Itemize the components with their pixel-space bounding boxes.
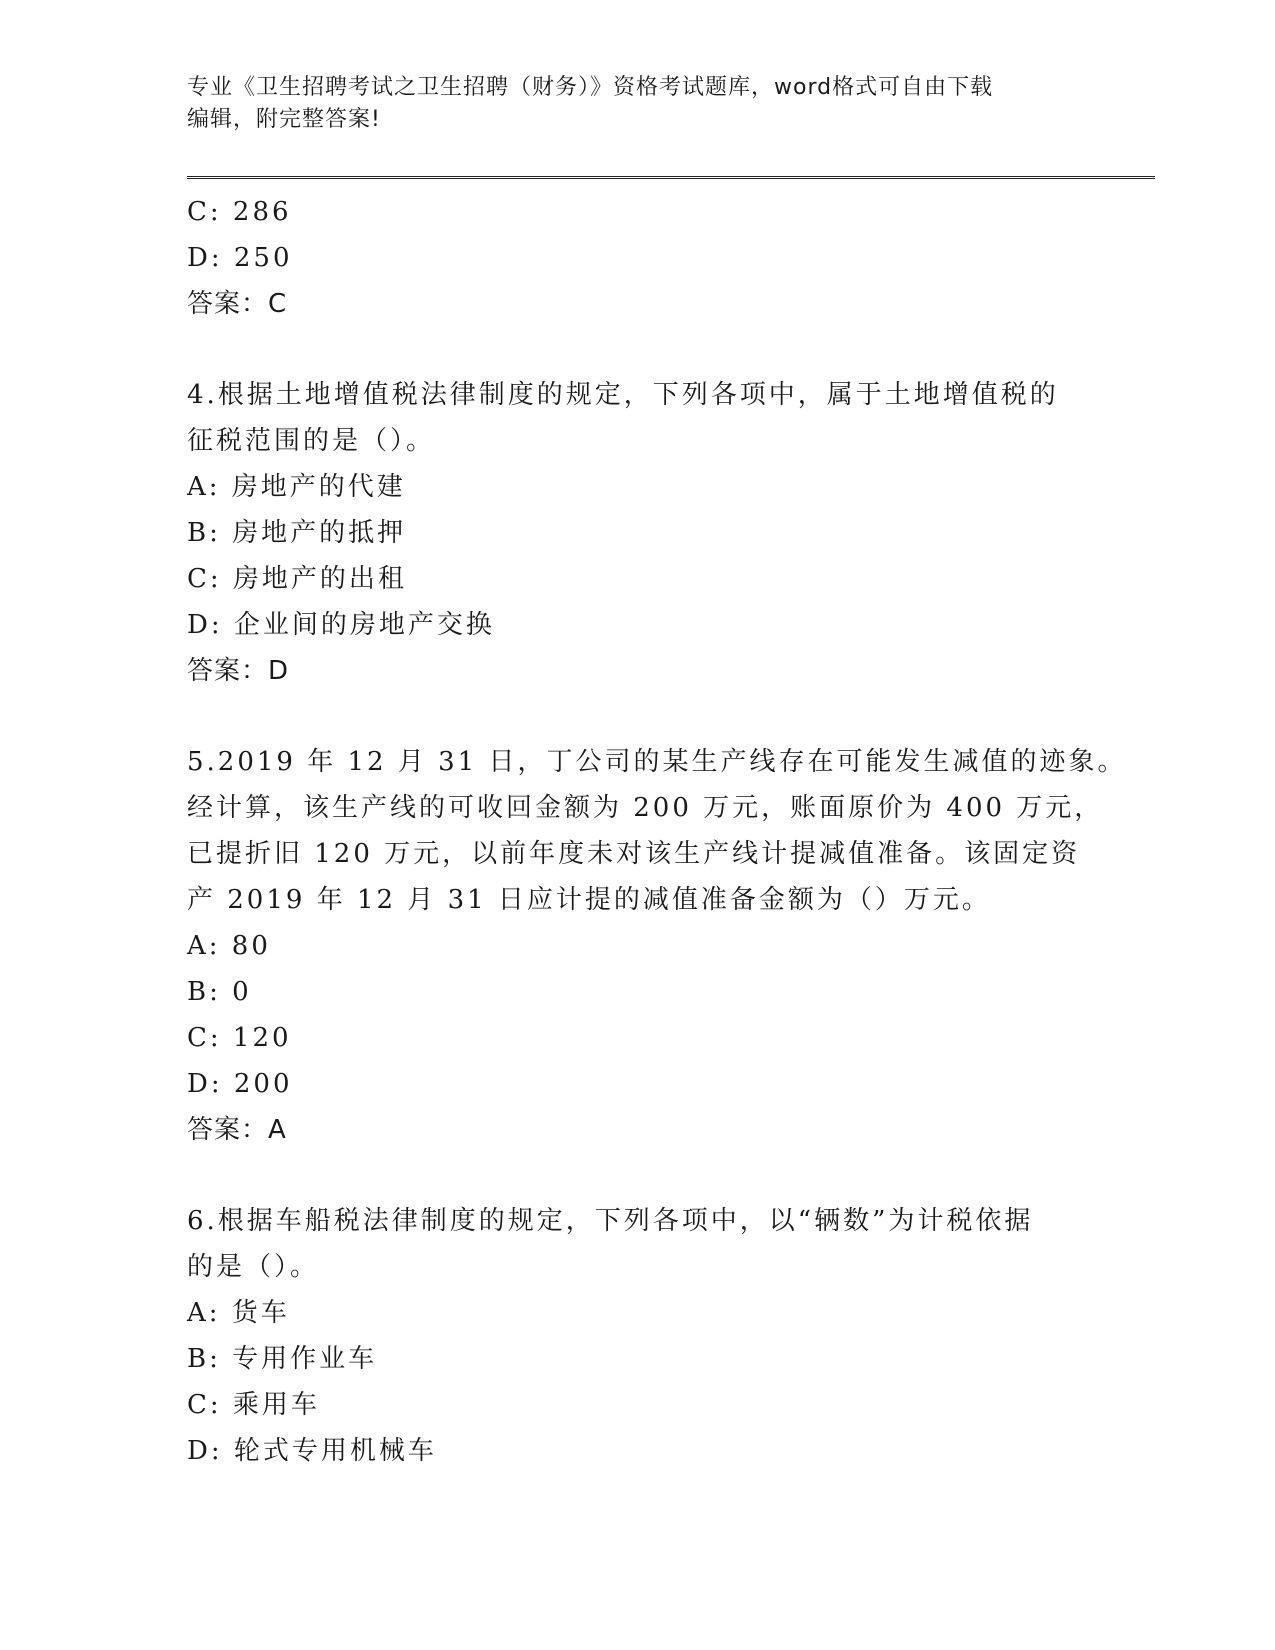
option-c: C: 120 [187, 1023, 292, 1053]
option-c: C: 房地产的出租 [187, 564, 407, 594]
option-a: A: 货车 [187, 1298, 290, 1328]
question-text [187, 739, 1127, 923]
prev-question [187, 189, 1087, 327]
spacer [187, 694, 1087, 739]
option-d: D: 企业间的房地产交换 [187, 610, 495, 640]
option-c: C: 乘用车 [187, 1390, 320, 1420]
answer-line: 答案：C [187, 289, 288, 319]
option-d: D: 200 [187, 1069, 293, 1099]
option-b: B: 房地产的抵押 [187, 518, 407, 548]
spacer [187, 1153, 1087, 1198]
question-line: 5.2019 年 12 月 31 日，丁公司的某生产线存在可能发生减值的迹象。 [187, 747, 1127, 777]
option-d: D: 250 [187, 243, 293, 273]
question-line: 4.根据土地增值税法律制度的规定，下列各项中，属于土地增值税的 [187, 380, 1059, 410]
question-line: 已提折旧 120 万元，以前年度未对该生产线计提减值准备。该固定资 [187, 839, 1081, 869]
question-text [187, 372, 1087, 464]
question-4 [187, 372, 1087, 694]
question-content [187, 189, 1127, 1474]
question-6 [187, 1198, 1087, 1474]
option-b: B: 0 [187, 977, 252, 1007]
option-b: B: 专用作业车 [187, 1344, 378, 1374]
answer-line: 答案：D [187, 656, 290, 686]
option-d: D: 轮式专用机械车 [187, 1436, 437, 1466]
question-text [187, 1198, 1087, 1290]
answer-line: 答案：A [187, 1115, 287, 1145]
question-line: 经计算，该生产线的可收回金额为 200 万元，账面原价为 400 万元， [187, 793, 1104, 823]
header-divider [187, 176, 1155, 179]
question-line: 的是（）。 [187, 1252, 320, 1282]
header-line-2: 编辑，附完整答案! [187, 107, 381, 132]
option-a: A: 房地产的代建 [187, 472, 406, 502]
question-line: 产 2019 年 12 月 31 日应计提的减值准备金额为（）万元。 [187, 885, 991, 915]
question-line: 6.根据车船税法律制度的规定，下列各项中，以“辆数”为计税依据 [187, 1206, 1034, 1236]
page-header [187, 72, 1087, 136]
header-line-1: 专业《卫生招聘考试之卫生招聘（财务）》资格考试题库，word格式可自由下载 [187, 75, 994, 100]
question-5 [187, 739, 1127, 1153]
spacer [187, 327, 1087, 372]
option-c: C: 286 [187, 197, 292, 227]
question-line: 征税范围的是（）。 [187, 426, 436, 456]
option-a: A: 80 [187, 931, 271, 961]
